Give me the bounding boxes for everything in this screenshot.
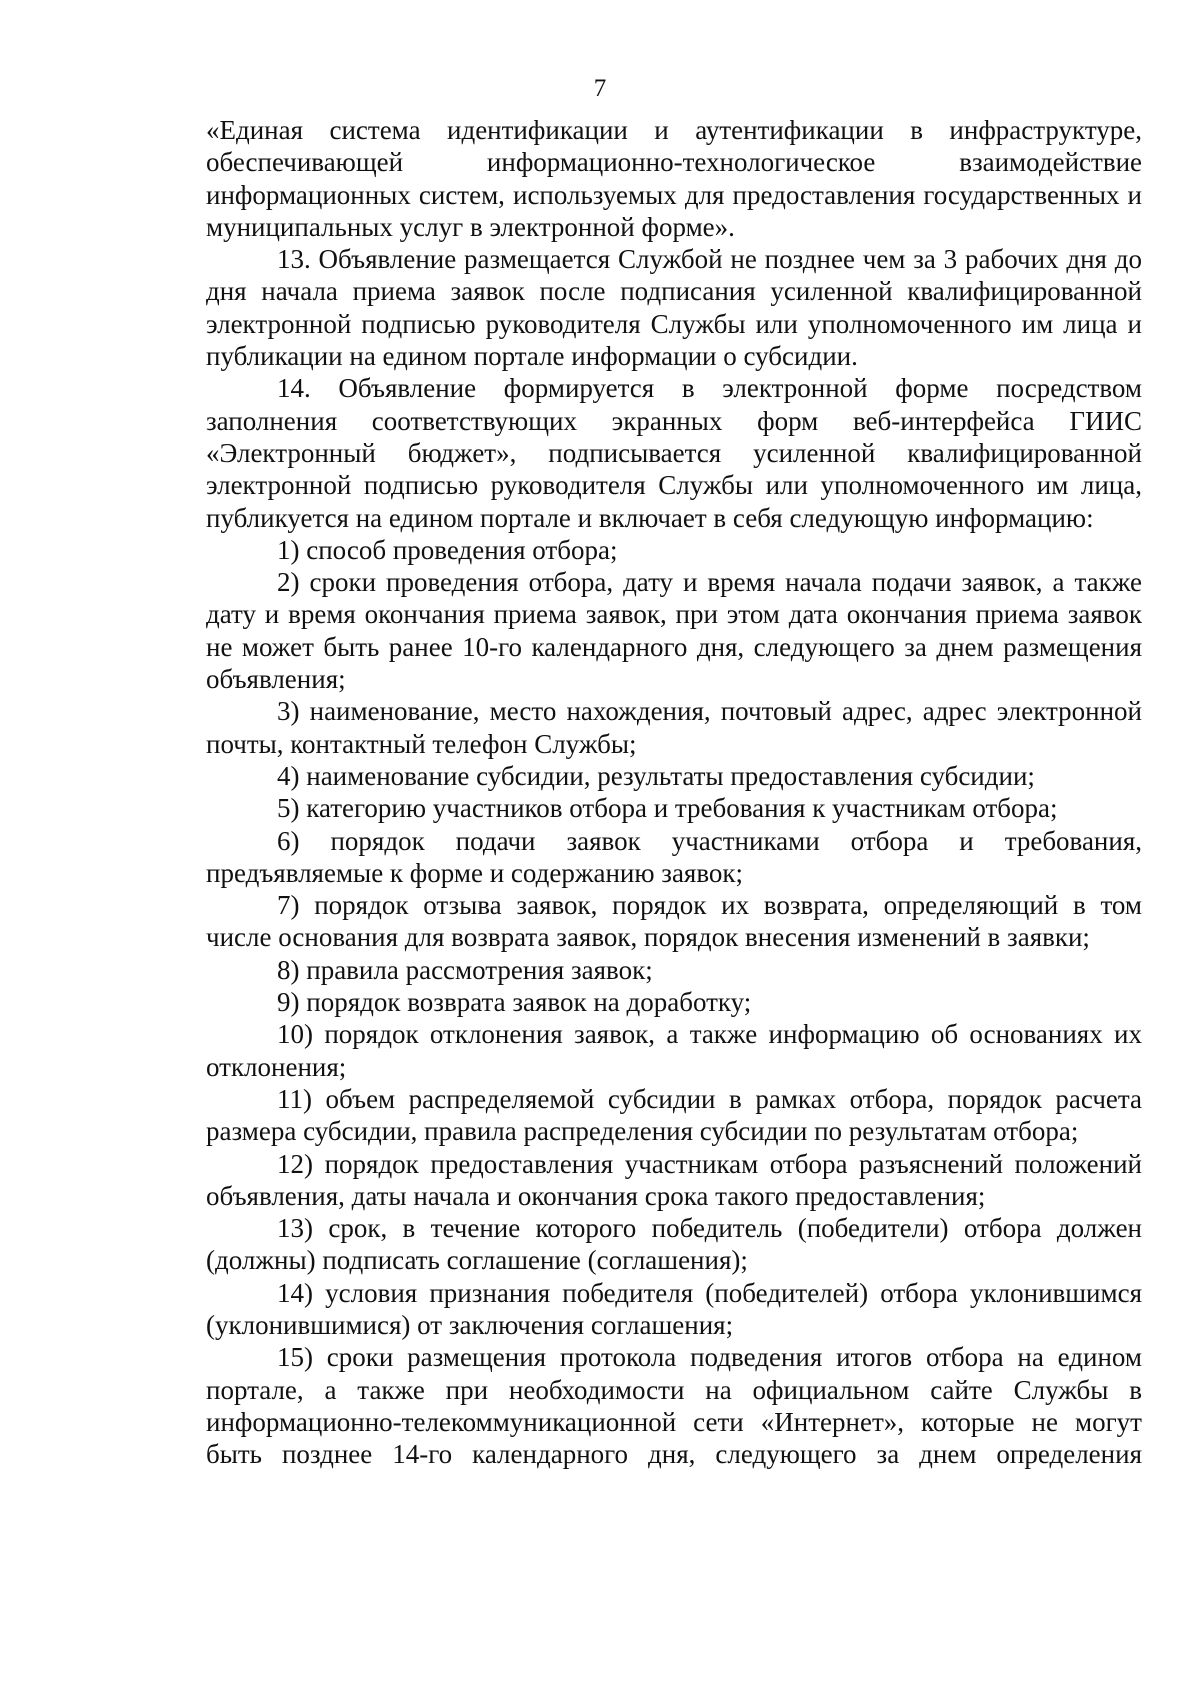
list-item-6: 6) порядок подачи заявок участниками отбора и требования, предъявляемые к форме и содержанию заявок; [206, 825, 1142, 888]
page-number: 7 [593, 75, 607, 102]
paragraph-13: 13. Объявление размещается Службой не позднее чем за 3 рабочих дня до дня начала приема заявок после подписания усиленной квалифицированной электронной подписью руководителя Службы или уполномоченного им лица и публикации на едином портале информации о субсидии. [206, 244, 1142, 372]
paragraph-intro: «Единая система идентификации и аутентификации в инфраструктуре, обеспечивающей информационно-технологическое взаимодействие информационных систем, используемых для предоставления государственных и муниципальных услуг в электронной форме». [206, 115, 1142, 242]
list-item-2: 2) сроки проведения отбора, дату и время начала подачи заявок, а также дату и время окончания приема заявок, при этом дата окончания приема заявок не может быть ранее 10-го календарного дня, следующего за днем размещения объявления; [206, 567, 1142, 695]
list-item-12: 12) порядок предоставления участникам отбора разъяснений положений объявления, даты начала и окончания срока такого предоставления; [206, 1148, 1142, 1211]
list-item-14: 14) условия признания победителя (победителей) отбора уклонившимся (уклонившимися) от заключения соглашения; [206, 1277, 1142, 1340]
list-item-8: 8) правила рассмотрения заявок; [277, 954, 653, 985]
list-item-13: 13) срок, в течение которого победитель (победители) отбора должен (должны) подписать соглашение (соглашения); [206, 1213, 1142, 1276]
list-item-1: 1) способ проведения отбора; [277, 534, 618, 565]
list-item-11: 11) объем распределяемой субсидии в рамках отбора, порядок расчета размера субсидии, правила распределения субсидии по результатам отбора; [206, 1083, 1142, 1147]
list-item-9: 9) порядок возврата заявок на доработку; [277, 987, 752, 1018]
document-body [206, 114, 1142, 1470]
list-item-7: 7) порядок отзыва заявок, порядок их возврата, определяющий в том числе основания для возврата заявок, порядок внесения изменений в заявки; [206, 890, 1142, 953]
list-item-10: 10) порядок отклонения заявок, а также информацию об основаниях их отклонения; [206, 1019, 1142, 1082]
paragraph-14: 14. Объявление формируется в электронной форме посредством заполнения соответствующих экранных форм веб-интерфейса ГИИС «Электронный бюджет», подписывается усиленной квалифицированной электронной подписью руководителя Службы или уполномоченного им лица, публикуется на едином портале и включает в себя следующую информацию: [206, 373, 1142, 533]
list-item-3: 3) наименование, место нахождения, почтовый адрес, адрес электронной почты, контактный телефон Службы; [206, 696, 1142, 759]
list-item-15: 15) сроки размещения протокола подведения итогов отбора на едином портале, а также при необходимости на официальном сайте Службы в информационно-телекоммуникационной сети «Интернет», которые не могут быть позднее 14-го календарного дня, следующего за днем определения [206, 1342, 1142, 1470]
list-item-5: 5) категорию участников отбора и требования к участникам отбора; [277, 793, 1058, 824]
list-item-4: 4) наименование субсидии, результаты предоставления субсидии; [277, 760, 1035, 791]
